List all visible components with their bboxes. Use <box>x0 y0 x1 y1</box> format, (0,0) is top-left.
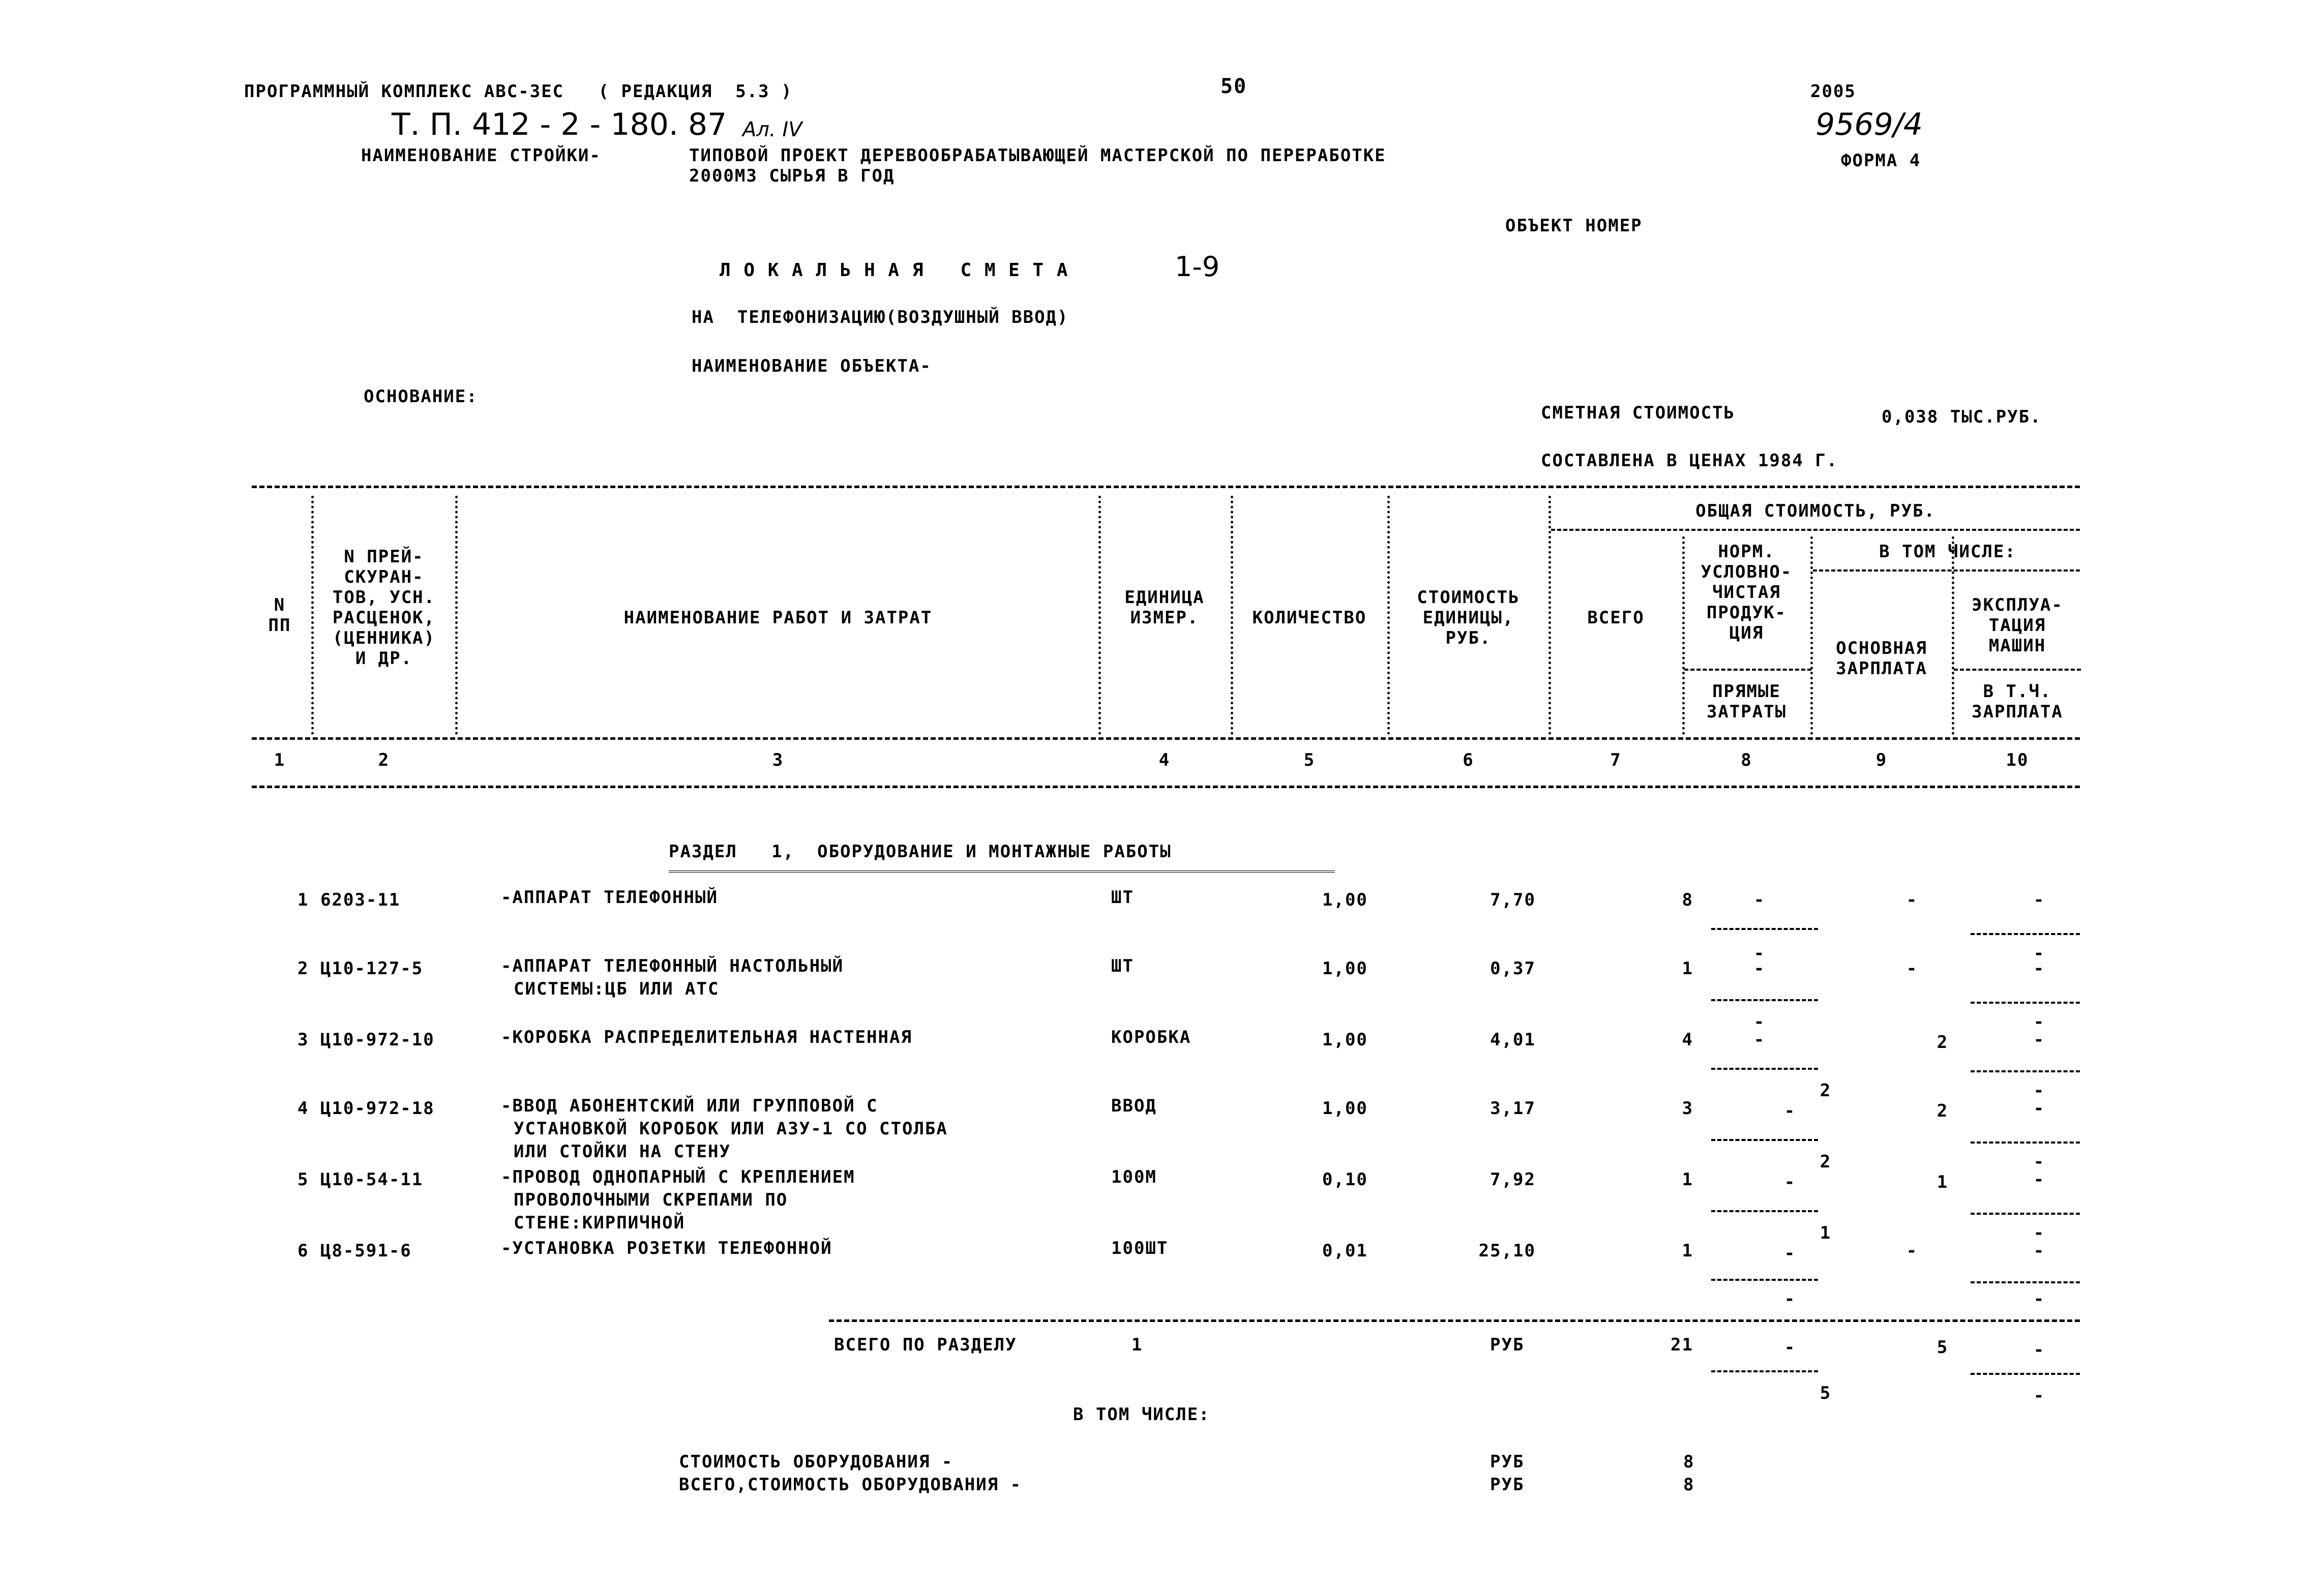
estimated-cost-value: 0,038 ТЫС.РУБ. <box>1882 407 2042 427</box>
column-number: 8 <box>1741 750 1752 770</box>
row-code: Ц10-127-5 <box>320 958 424 979</box>
header-col4-line1: ЕДИНИЦА <box>1124 587 1205 608</box>
row-unit: КОРОБКА <box>1111 1027 1191 1047</box>
cell-rule <box>1971 933 2080 935</box>
row-base-salary: 1 <box>1936 1172 1949 1192</box>
row-name-line1: -ВВОД АБОНЕНТСКИЙ ИЛИ ГРУППОВОЙ С <box>501 1096 878 1116</box>
section-total-machine-salary: - <box>2033 1386 2045 1406</box>
equipment-cost-value: 8 <box>1683 1452 1695 1472</box>
row-machine-salary: - <box>2033 943 2045 964</box>
row-unit-price: 7,70 <box>1490 890 1536 910</box>
column-number: 2 <box>378 750 390 770</box>
header-col8a-line5: ЦИЯ <box>1729 623 1764 643</box>
row-quantity: 0,10 <box>1322 1169 1368 1190</box>
row-machine-salary: - <box>2033 1152 2045 1172</box>
column-separator <box>311 496 314 735</box>
header-col7: ВСЕГО <box>1587 608 1645 628</box>
header-col2-line4: РАСЦЕНОК, <box>332 608 436 628</box>
row-name-line2: СИСТЕМЫ:ЦБ ИЛИ АТС <box>514 979 720 999</box>
column-number: 6 <box>1463 750 1474 770</box>
column-number: 7 <box>1610 750 1622 770</box>
row-base-salary: 2 <box>1936 1101 1949 1121</box>
cell-rule <box>1711 999 1818 1001</box>
row-number: 3 <box>297 1030 309 1050</box>
prices-year: СОСТАВЛЕНА В ЦЕНАХ 1984 Г. <box>1541 450 1838 471</box>
page-number: 50 <box>1220 75 1247 98</box>
row-machine-salary: - <box>2033 1080 2045 1101</box>
form-label: ФОРМА 4 <box>1841 151 1921 171</box>
row-code: Ц8-591-6 <box>320 1241 412 1261</box>
row-net-production: - <box>1753 890 1766 910</box>
numbers-bottom-rule <box>252 786 2080 788</box>
basis-label: ОСНОВАНИЕ: <box>364 386 478 407</box>
header-col4-line2: ИЗМЕР. <box>1130 608 1199 628</box>
row-name-line1: -ПРОВОД ОДНОПАРНЫЙ С КРЕПЛЕНИЕМ <box>501 1167 855 1187</box>
header-bottom-rule <box>252 737 2080 740</box>
row-machines: - <box>2033 1030 2045 1050</box>
section-title: РАЗДЕЛ 1, ОБОРУДОВАНИЕ И МОНТАЖНЫЕ РАБОТЫ <box>669 842 1172 862</box>
column-separator <box>1810 536 1813 735</box>
row-unit: 100М <box>1111 1167 1157 1187</box>
section-total-direct-costs: 5 <box>1820 1383 1832 1403</box>
header-col9-line1: ОСНОВНАЯ <box>1836 638 1927 658</box>
row-name-line1: -АППАРАТ ТЕЛЕФОННЫЙ <box>501 887 718 908</box>
header-rule <box>1684 669 1811 671</box>
header-col6-line2: ЕДИНИЦЫ, <box>1422 608 1514 628</box>
header-total-group: ОБЩАЯ СТОИМОСТЬ, РУБ. <box>1695 501 1935 521</box>
header-including: В ТОМ ЧИСЛЕ: <box>1879 542 2016 562</box>
cell-rule <box>1711 1370 1818 1372</box>
estimate-number: 1-9 <box>1175 251 1220 283</box>
row-unit: ШТ <box>1111 956 1134 976</box>
section-total-value: 21 <box>1671 1335 1693 1355</box>
header-col8b-line1: ПРЯМЫЕ <box>1712 681 1781 702</box>
row-net-production: - <box>1784 1172 1796 1192</box>
row-name-line1: -АППАРАТ ТЕЛЕФОННЫЙ НАСТОЛЬНЫЙ <box>501 956 844 976</box>
column-number: 10 <box>2006 750 2029 770</box>
row-name-line2: УСТАНОВКОЙ КОРОБОК ИЛИ АЗУ-1 СО СТОЛБА <box>514 1119 948 1139</box>
row-unit-price: 0,37 <box>1490 958 1536 979</box>
row-unit: ШТ <box>1111 887 1134 908</box>
header-col8a-line2: УСЛОВНО- <box>1701 562 1793 582</box>
row-machines: - <box>2033 1169 2045 1190</box>
section-total-unit: РУБ <box>1490 1335 1525 1355</box>
column-separator <box>1387 496 1390 735</box>
column-number: 1 <box>274 750 286 770</box>
row-machines: - <box>2033 890 2045 910</box>
row-total: 1 <box>1682 1169 1693 1190</box>
row-quantity: 1,00 <box>1322 890 1368 910</box>
construction-name-line1: ТИПОВОЙ ПРОЕКТ ДЕРЕВООБРАБАТЫВАЮЩЕЙ МАСТЕРСКОЙ ПО ПЕРЕРАБОТКЕ <box>689 145 1386 166</box>
equipment-cost-label: СТОИМОСТЬ ОБОРУДОВАНИЯ - <box>679 1452 954 1472</box>
row-machines: - <box>2033 1241 2045 1261</box>
row-number: 2 <box>297 958 309 979</box>
row-total: 1 <box>1682 958 1693 979</box>
row-base-salary: - <box>1906 890 1918 910</box>
row-quantity: 1,00 <box>1322 1030 1368 1050</box>
including-label: В ТОМ ЧИСЛЕ: <box>1073 1404 1210 1425</box>
row-direct-costs: 2 <box>1820 1080 1832 1101</box>
row-net-production: - <box>1753 958 1766 979</box>
row-total: 8 <box>1682 890 1693 910</box>
album-mark: Ал. IV <box>742 118 802 141</box>
header-col10b-line2: ЗАРПЛАТА <box>1972 702 2063 722</box>
cell-dash: - <box>1784 1289 1796 1309</box>
object-number-label: ОБЪЕКТ НОМЕР <box>1505 216 1643 236</box>
row-direct-costs: - <box>1753 943 1766 964</box>
row-base-salary: 2 <box>1936 1032 1949 1053</box>
cell-rule <box>1711 928 1818 930</box>
row-machine-salary: - <box>2033 1223 2045 1243</box>
row-name-line2: ПРОВОЛОЧНЫМИ СКРЕПАМИ ПО <box>514 1190 788 1210</box>
equipment-total-label: ВСЕГО,СТОИМОСТЬ ОБОРУДОВАНИЯ - <box>679 1475 1022 1495</box>
row-name-line3: СТЕНЕ:КИРПИЧНОЙ <box>514 1213 686 1233</box>
cell-rule <box>1971 1373 2080 1375</box>
section-total-base-salary: 5 <box>1936 1337 1949 1358</box>
row-unit: ВВОД <box>1111 1096 1157 1116</box>
section-total-number: 1 <box>1131 1335 1143 1355</box>
row-unit-price: 4,01 <box>1490 1030 1536 1050</box>
row-code: Ц10-972-10 <box>320 1030 435 1050</box>
section-total-rule <box>829 1319 2080 1322</box>
header-col8a-line4: ПРОДУК- <box>1706 603 1787 623</box>
document-number: 9569/4 <box>1815 107 1923 142</box>
cell-rule <box>1971 1213 2080 1215</box>
row-machine-salary: - <box>2033 1012 2045 1032</box>
equipment-total-value: 8 <box>1683 1475 1695 1495</box>
row-total: 4 <box>1682 1030 1693 1050</box>
section-total-machines: - <box>2033 1340 2045 1360</box>
row-base-salary: - <box>1906 958 1918 979</box>
column-number: 4 <box>1158 750 1171 770</box>
header-col10b-line1: В Т.Ч. <box>1983 681 2052 702</box>
object-name-label: НАИМЕНОВАНИЕ ОБЪЕКТА- <box>692 356 932 376</box>
cell-rule <box>1971 1002 2080 1004</box>
header-col2-line6: И ДР. <box>355 648 413 669</box>
header-col2-line1: N ПРЕЙ- <box>344 547 424 567</box>
row-quantity: 1,00 <box>1322 1098 1368 1119</box>
header-col1-line1: N <box>274 595 286 615</box>
header-col2-line2: СКУРАН- <box>344 567 424 587</box>
row-unit-price: 25,10 <box>1478 1241 1536 1261</box>
header-col10a-line3: МАШИН <box>1988 636 2046 656</box>
row-total: 3 <box>1682 1098 1693 1119</box>
column-number: 5 <box>1303 750 1316 770</box>
estimate-subject: НА ТЕЛЕФОНИЗАЦИЮ(ВОЗДУШНЫЙ ВВОД) <box>692 307 1069 327</box>
header-col10a-line1: ЭКСПЛУА- <box>1972 595 2063 615</box>
row-net-production: - <box>1784 1101 1796 1121</box>
header-col10a-line2: ТАЦИЯ <box>1988 615 2046 636</box>
header-col8a-line1: НОРМ. <box>1718 542 1775 562</box>
equipment-total-unit: РУБ <box>1490 1475 1525 1495</box>
header-col8a-line3: ЧИСТАЯ <box>1712 582 1781 603</box>
row-net-production: - <box>1753 1030 1766 1050</box>
column-number: 9 <box>1875 750 1888 770</box>
row-code: 6203-11 <box>320 890 401 910</box>
row-unit: 100ШТ <box>1111 1238 1169 1258</box>
estimate-title: Л О К А Л Ь Н А Я С М Е Т А <box>720 260 1069 281</box>
row-name-line3: ИЛИ СТОЙКИ НА СТЕНУ <box>514 1142 731 1162</box>
column-number: 3 <box>772 750 784 770</box>
year: 2005 <box>1810 81 1856 102</box>
section-total-label: ВСЕГО ПО РАЗДЕЛУ <box>834 1335 1017 1355</box>
construction-name-line2: 2000МЗ СЫРЬЯ В ГОД <box>689 166 895 186</box>
row-direct-costs: - <box>1753 1012 1766 1032</box>
cell-rule <box>1971 1142 2080 1144</box>
section-total-net-production: - <box>1784 1337 1796 1358</box>
row-machines: - <box>2033 1098 2045 1119</box>
row-code: Ц10-54-11 <box>320 1169 424 1190</box>
header-col2-line3: ТОВ, УСН. <box>332 587 436 608</box>
row-name-line1: -КОРОБКА РАСПРЕДЕЛИТЕЛЬНАЯ НАСТЕННАЯ <box>501 1027 912 1047</box>
project-code: Т. П. 412 - 2 - 180. 87 <box>392 107 727 142</box>
header-rule <box>1551 529 2080 531</box>
row-base-salary: - <box>1906 1241 1918 1261</box>
cell-rule <box>1711 1210 1818 1212</box>
cell-rule <box>1711 1068 1818 1070</box>
header-col6-line1: СТОИМОСТЬ <box>1417 587 1520 608</box>
row-name-line1: -УСТАНОВКА РОЗЕТКИ ТЕЛЕФОННОЙ <box>501 1238 832 1258</box>
row-unit-price: 3,17 <box>1490 1098 1536 1119</box>
cell-dash: - <box>2033 1289 2045 1309</box>
header-col1-line2: ПП <box>268 615 291 636</box>
row-number: 1 <box>297 890 309 910</box>
header-rule <box>1813 569 2080 572</box>
row-unit-price: 7,92 <box>1490 1169 1536 1190</box>
row-number: 6 <box>297 1241 309 1261</box>
construction-label: НАИМЕНОВАНИЕ СТРОЙКИ- <box>361 145 601 166</box>
row-number: 4 <box>297 1098 309 1119</box>
header-col6-line3: РУБ. <box>1445 628 1492 648</box>
cell-rule <box>1971 1070 2080 1072</box>
row-net-production: - <box>1784 1243 1796 1264</box>
row-direct-costs: 2 <box>1820 1152 1832 1172</box>
header-col8b-line2: ЗАТРАТЫ <box>1706 702 1787 722</box>
row-quantity: 0,01 <box>1322 1241 1368 1261</box>
header-col2-line5: (ЦЕННИКА) <box>332 628 436 648</box>
cell-rule <box>1971 1281 2080 1283</box>
section-underline <box>669 870 1335 873</box>
row-number: 5 <box>297 1169 309 1190</box>
cell-rule <box>1711 1279 1818 1281</box>
equipment-cost-unit: РУБ <box>1490 1452 1525 1472</box>
row-machines: - <box>2033 958 2045 979</box>
estimated-cost-label: СМЕТНАЯ СТОИМОСТЬ <box>1541 403 1735 423</box>
header-col3: НАИМЕНОВАНИЕ РАБОТ И ЗАТРАТ <box>623 608 933 628</box>
cell-rule <box>1711 1139 1818 1141</box>
table-top-rule <box>252 486 2080 488</box>
header-rule <box>1954 669 2081 671</box>
row-total: 1 <box>1682 1241 1693 1261</box>
program-line: ПРОГРАММНЫЙ КОМПЛЕКС АВС-ЗЕС ( РЕДАКЦИЯ 5.3 ) <box>244 81 793 102</box>
row-direct-costs: 1 <box>1820 1223 1832 1243</box>
row-quantity: 1,00 <box>1322 958 1368 979</box>
header-col5: КОЛИЧЕСТВО <box>1252 608 1367 628</box>
column-separator <box>455 496 458 735</box>
row-code: Ц10-972-18 <box>320 1098 435 1119</box>
header-col9-line2: ЗАРПЛАТА <box>1836 658 1927 679</box>
